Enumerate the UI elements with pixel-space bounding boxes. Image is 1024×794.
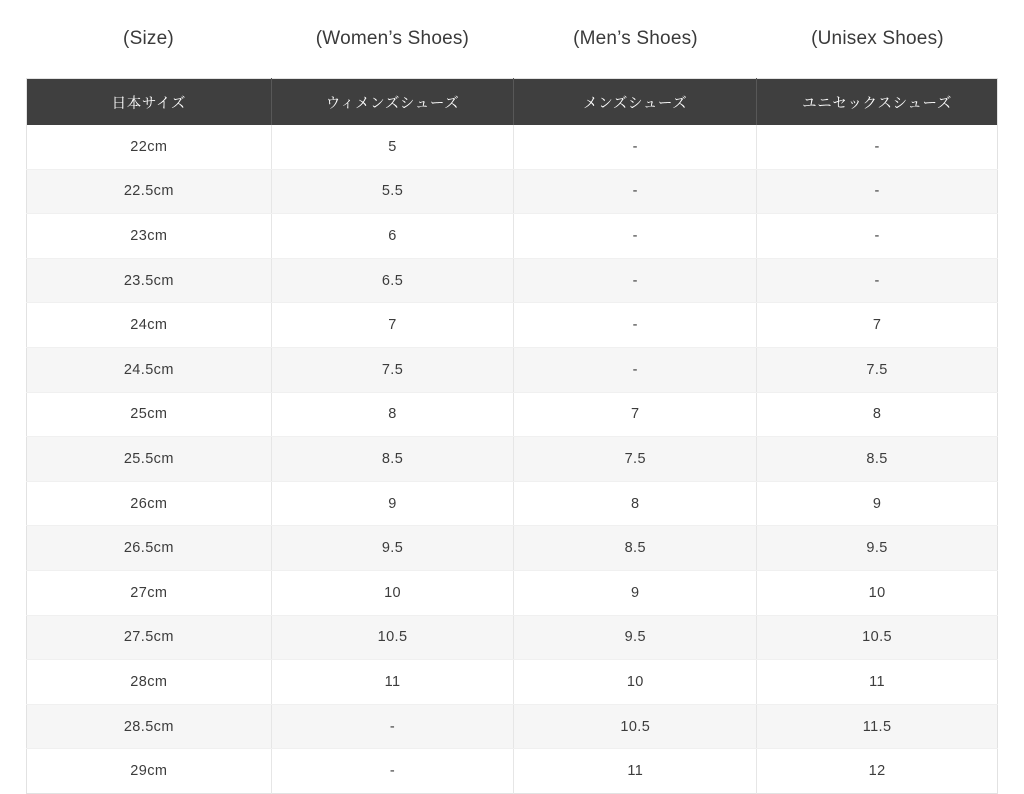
cell-japan-size: 25cm bbox=[27, 392, 272, 437]
cell-unisex-size: 7.5 bbox=[757, 347, 998, 392]
cell-mens-size: 10 bbox=[514, 660, 757, 705]
cell-unisex-size: - bbox=[757, 169, 998, 214]
cell-unisex-size: - bbox=[757, 258, 998, 303]
cell-mens-size: 10.5 bbox=[514, 704, 757, 749]
cell-unisex-size: 11 bbox=[757, 660, 998, 705]
cell-japan-size: 27.5cm bbox=[27, 615, 272, 660]
table-row bbox=[27, 169, 998, 214]
cell-japan-size: 23cm bbox=[27, 214, 272, 259]
cell-womens-size: 11 bbox=[271, 660, 514, 705]
cell-unisex-size: 11.5 bbox=[757, 704, 998, 749]
cell-unisex-size: 8.5 bbox=[757, 437, 998, 482]
cell-mens-size: 9.5 bbox=[514, 615, 757, 660]
table-row bbox=[27, 749, 998, 794]
cell-japan-size: 22cm bbox=[27, 125, 272, 169]
cell-unisex-size: 12 bbox=[757, 749, 998, 794]
cell-japan-size: 28cm bbox=[27, 660, 272, 705]
cell-mens-size: - bbox=[514, 169, 757, 214]
annotation-womens-shoes: (Women’s Shoes) bbox=[315, 28, 470, 49]
table-row bbox=[27, 125, 998, 169]
column-header-mens-shoes: メンズシューズ bbox=[514, 79, 757, 126]
cell-womens-size: - bbox=[271, 704, 514, 749]
cell-japan-size: 27cm bbox=[27, 570, 272, 615]
table-body bbox=[27, 125, 998, 793]
cell-mens-size: 7.5 bbox=[514, 437, 757, 482]
cell-womens-size: 7.5 bbox=[271, 347, 514, 392]
cell-japan-size: 26.5cm bbox=[27, 526, 272, 571]
cell-japan-size: 29cm bbox=[27, 749, 272, 794]
cell-womens-size: 10 bbox=[271, 570, 514, 615]
column-header-japan-size: 日本サイズ bbox=[27, 79, 272, 126]
cell-unisex-size: 8 bbox=[757, 392, 998, 437]
cell-mens-size: 9 bbox=[514, 570, 757, 615]
table-row bbox=[27, 303, 998, 348]
cell-mens-size: - bbox=[514, 347, 757, 392]
cell-womens-size: 7 bbox=[271, 303, 514, 348]
cell-mens-size: - bbox=[514, 125, 757, 169]
table-row bbox=[27, 214, 998, 259]
cell-mens-size: 8.5 bbox=[514, 526, 757, 571]
table-row bbox=[27, 570, 998, 615]
table-row bbox=[27, 258, 998, 303]
cell-womens-size: 5.5 bbox=[271, 169, 514, 214]
cell-womens-size: 8 bbox=[271, 392, 514, 437]
annotation-mens-shoes: (Men’s Shoes) bbox=[573, 28, 698, 49]
cell-mens-size: - bbox=[514, 258, 757, 303]
table-row bbox=[27, 526, 998, 571]
cell-womens-size: 9.5 bbox=[271, 526, 514, 571]
cell-womens-size: 6.5 bbox=[271, 258, 514, 303]
cell-mens-size: 11 bbox=[514, 749, 757, 794]
cell-japan-size: 24cm bbox=[27, 303, 272, 348]
column-header-unisex-shoes: ユニセックスシューズ bbox=[757, 79, 998, 126]
cell-womens-size: 6 bbox=[271, 214, 514, 259]
cell-japan-size: 24.5cm bbox=[27, 347, 272, 392]
cell-womens-size: 9 bbox=[271, 481, 514, 526]
annotation-size: (Size) bbox=[123, 28, 174, 49]
cell-unisex-size: - bbox=[757, 125, 998, 169]
table-row bbox=[27, 347, 998, 392]
table-row bbox=[27, 660, 998, 705]
cell-unisex-size: 7 bbox=[757, 303, 998, 348]
table-row bbox=[27, 704, 998, 749]
cell-mens-size: - bbox=[514, 303, 757, 348]
cell-japan-size: 26cm bbox=[27, 481, 272, 526]
column-annotations bbox=[26, 0, 998, 78]
cell-unisex-size: - bbox=[757, 214, 998, 259]
cell-japan-size: 22.5cm bbox=[27, 169, 272, 214]
annotation-unisex-shoes: (Unisex Shoes) bbox=[811, 28, 944, 49]
cell-womens-size: 8.5 bbox=[271, 437, 514, 482]
cell-womens-size: 10.5 bbox=[271, 615, 514, 660]
table-row bbox=[27, 392, 998, 437]
cell-japan-size: 28.5cm bbox=[27, 704, 272, 749]
table-row bbox=[27, 615, 998, 660]
table-row bbox=[27, 481, 998, 526]
cell-unisex-size: 10 bbox=[757, 570, 998, 615]
cell-mens-size: - bbox=[514, 214, 757, 259]
table-header bbox=[27, 79, 998, 126]
table-row bbox=[27, 437, 998, 482]
cell-japan-size: 23.5cm bbox=[27, 258, 272, 303]
cell-womens-size: - bbox=[271, 749, 514, 794]
cell-mens-size: 8 bbox=[514, 481, 757, 526]
cell-unisex-size: 9 bbox=[757, 481, 998, 526]
cell-unisex-size: 9.5 bbox=[757, 526, 998, 571]
column-header-womens-shoes: ウィメンズシューズ bbox=[271, 79, 514, 126]
cell-mens-size: 7 bbox=[514, 392, 757, 437]
cell-womens-size: 5 bbox=[271, 125, 514, 169]
table-header-row bbox=[27, 79, 998, 126]
shoe-size-table bbox=[26, 78, 998, 794]
cell-japan-size: 25.5cm bbox=[27, 437, 272, 482]
cell-unisex-size: 10.5 bbox=[757, 615, 998, 660]
